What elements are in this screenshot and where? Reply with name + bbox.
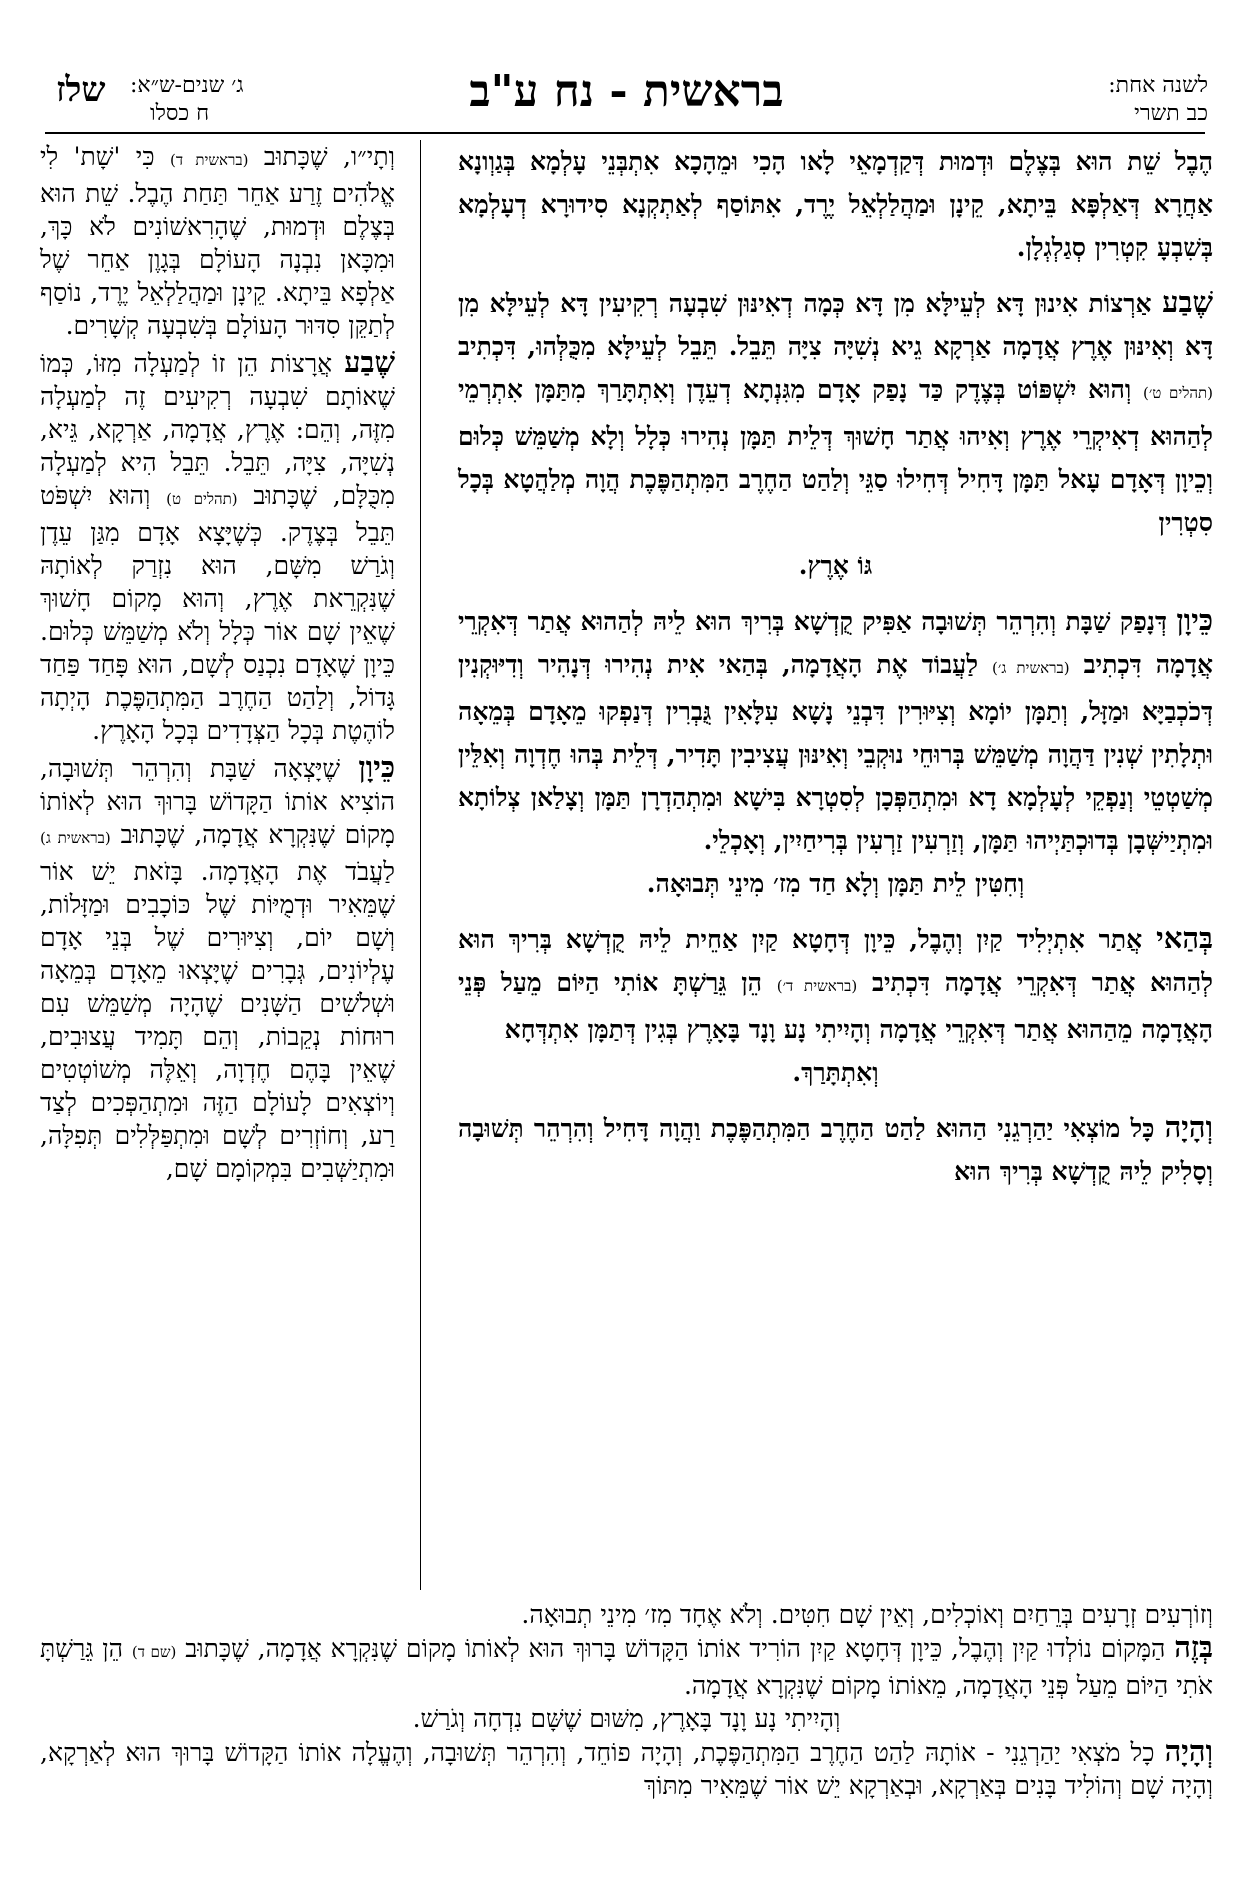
- translation-column: [40, 140, 395, 1189]
- page-title: בראשית - נח ע"ב: [469, 66, 784, 117]
- zohar-paragraph: הֶבֶל שֵׁת הוּא בְּצֶלֶם וּדְמוּת דְּקַדְמָאֵי לָאו הָכִי וּמֵהָכָא אִתְבְּנֵי עָלְמָא בְּגַוְונָא אַחֲרָא דְּאַלְפָּא בֵּיתָא, קֵינָן וּמַהֲלַלְאֵל יֶרֶד, אִתּוֹסַף לְאַתְקְנָא סִידוּרָא דְעָלְמָא בְּשִׁבְעָ קִטְרִין סְגַלְגְלָן.: [458, 147, 1213, 262]
- verse-reference: (שם ד): [131, 1643, 177, 1661]
- paragraph-lead-word: שֶׁבַע: [344, 345, 395, 379]
- header-rule: [45, 132, 1205, 134]
- study-date-three-years: ח כסלו: [150, 101, 210, 126]
- verse-reference: (בראשית ד׳): [776, 977, 858, 995]
- translation-paragraph: וְתָי״ו, שֶׁכָּתוּב (בראשית ד) כִּי 'שָׁת' לִי אֱלֹהִים זֶרַע אַחֵר תַּחַת הֶבֶל. שֵׁת הוּא בְּצֶלֶם וּדְמוּת, שֶׁהָרִאשׁוֹנִים לֹא כָּךְ, וּמִכָּאן נִבְנָה הָעוֹלָם בְּגָוֶן אַחֵר שֶׁל אַלְפָא בֵּיתָא. קֵינָן וּמַהֲלַלְאֵל יֶרֶד, נוֹסַף לְתַקֵּן סִדּוּר הָעוֹלָם בְּשִׁבְעָה קְשָׁרִים.: [40, 142, 395, 340]
- zohar-paragraph: שֶׁבַע אַרְצוֹת אִינוּן דָּא לְעֵילָּא מִן דָּא כְּמָה דְאִינּוּן שִׁבְעָה רְקִיעִין דָּא לְעֵילָּא מִן דָּא וְאִינּוּן אֶרֶץ אֲדָמָה אַרְקָא גֵיא נְשִׁיָּה צִיָּה תֵּבֵל. תֵּבֵל לְעֵילָּא מִכֻּלְּהוּ, דִּכְתִיב (תהלים ט׳) וְהוּא יִשְׁפּוֹט בְּצֶדֶק כַּד נָפַק אָדָם מִגִּנְתָא דְעֵדֶן וְאִתְתָּרַךְ מִתַּמָּן אִתְרְמֵי לְהַהוּא דְאִיקְרֵי אֶרֶץ וְאִיהוּ אֲתַר חָשׁוּךְ דְּלֵית תַּמָּן נְהִירוּ כְּלָל וְלָא מְשַׁמֵּשׁ כְּלוּם וְכֵיוָן דְּאָדָם עָאל תַּמָּן דָּחִיל דְּחִילוּ סַגֵּי וְלַהַט הַחֶרֶב הַמִּתְהַפֶּכֶת הֲוָה מְלַהֲטָא בְּכָל סִטְרִין גּוֹ אֶרֶץ.: [458, 285, 1213, 580]
- verse-reference: (תהלים ט): [166, 490, 238, 508]
- paragraph-lead-word: כֵּיוָן: [358, 750, 395, 784]
- translation-paragraph: וְהָיָה כָל מֹצְאִי יַהַרְגֵנִי - אוֹתָהּ לַהַט הַחֶרֶב הַמִּתְהַפֶּכֶת, וְהָיָה פוֹחֵד, וְהִרְהֵר תְּשׁוּבָה, וְהֶעֱלָה אוֹתוֹ הַקָּדוֹשׁ בָּרוּךְ הוּא לְאַרְקָא, וְהָיָה שָׁם וְהוֹלִיד בָּנִים בְּאַרְקָא, וּבְאַרְקָא יֵשׁ אוֹר שֶׁמֵּאִיר מִתּוֹךְ: [40, 1734, 1213, 1800]
- study-schedule-three-years: ג׳ שנים-ש״א:: [130, 73, 244, 98]
- paragraph-lead-word: בְּזֶה: [1174, 1630, 1213, 1664]
- translation-line: וְזוֹרְעִים זְרָעִים בְּרֵחַיִם וְאוֹכְלִים, וְאֵין שָׁם חִטִּים. וְלֹא אֶחָד מִז׳ מִינֵי תְבוּאָה.: [521, 1600, 1213, 1629]
- verse-reference: (בראשית ג): [40, 829, 111, 847]
- zohar-column: [458, 140, 1213, 1205]
- paragraph-lead-word: וְהָיָה: [1164, 1734, 1213, 1768]
- study-schedule-one-year: לשנה אחת:: [1108, 73, 1208, 98]
- translation-line: וְהָיִיתִי נָע וָנָד בָּאָרֶץ, מִשּׁוּם שֶׁשָּׁם נִדְחָה וְגֹרַשׁ.: [412, 1704, 841, 1733]
- paragraph-lead-word: וְהָיָה: [1164, 1110, 1213, 1144]
- column-divider: [420, 140, 421, 1590]
- verse-reference: (תהלים ט׳): [1142, 384, 1213, 402]
- zohar-paragraph: כֵּיוָן דְּנָפַק שַׁבָּת וְהִרְהֵר תְּשׁוּבָה אַפִּיק קֻדְשָׁא בְּרִיךְ הוּא לֵיהּ לְהַהוּא אֲתַר דְּאִקְרֵי אֲדָמָה דִּכְתִיב (בראשית ג׳) לַעֲבוֹד אֶת הָאֲדָמָה, בְּהַאי אִית נְהִירוּ דְּנָהִיר וְדִיּוּקְנִין דְּכֹכְבַיָּא וּמַזָּל, וְתַמָּן יוֹמָא וְצִיּוּרִין דִּבְנֵי נָשָׁא עִלָּאִין גֻּבְרִין דְּנַפְקוּ מֵאָדָם בְּמֵאָה וּתְלָתִין שְׁנִין דַּהֲוָה מְשַׁמֵּשׁ בְּרוּחֵי נוּקְבֵי וְאִינּוּן עֲצִיבִין תָּדִיר, דְּלֵית בְּהוּ חֶדְוָה וְאִלֵּין מְשַׁטְטֵי וְנַפְקֵי לְעָלְמָא דָא וּמִתְהַפְּכָן לְסִטְרָא בִּישָׁא וּמִתְהַדְרָן תַּמָּן וְצָלַאן צְלוֹתָא וּמִתְיַישְּׁבָן בְּדוּכְתַּיְיהוּ תַּמָּן, וְזַרְעִין זַרְעִין בְּרִיחַיִין, וְאָכְלֵי. וְחִטִּין לֵית תַּמָּן וְלָא חַד מִז׳ מִינֵי תְּבוּאָה.: [458, 603, 1214, 898]
- paragraph-lead-word: שֶׁבַע: [1162, 285, 1213, 319]
- paragraph-lead-word: בְּהַאי: [1156, 921, 1213, 955]
- bottom-translation: [40, 1598, 1213, 1802]
- paragraph-lead-word: כֵּיוָן: [1176, 603, 1213, 637]
- zohar-paragraph: וְהָיָה כָּל מוֹצְאִי יַהַרְגֵנִי הַהוּא לַהַט הַחֶרֶב הַמִּתְהַפֶּכֶת וַהֲוָה דָּחִיל וְהִרְהֵר תְּשׁוּבָה וְסָלִיק לֵיהּ קֻדְשָׁא בְּרִיךְ הוּא: [458, 1110, 1213, 1186]
- translation-paragraph: כֵּיוָן שֶׁיָּצְאָה שַׁבָּת וְהִרְהֵר תְּשׁוּבָה, הוֹצִיא אוֹתוֹ הַקָּדוֹשׁ בָּרוּךְ הוּא לְאוֹתוֹ מָקוֹם שֶׁנִּקְרָא אֲדָמָה, שֶׁכָּתוּב (בראשית ג) לַעֲבֹד אֶת הָאֲדָמָה. בָּזֹאת יֵשׁ אוֹר שֶׁמֵּאִיר וּדְמֻיּוֹת שֶׁל כּוֹכָבִים וּמַזָּלוֹת, וְשָׁם יוֹם, וְצִיּוּרִים שֶׁל בְּנֵי אָדָם עֶלְיוֹנִים, גְּבָרִים שֶׁיָּצְאוּ מֵאָדָם בְּמֵאָה וּשְׁלֹשִׁים הַשָּׁנִים שֶׁהָיָה מְשַׁמֵּשׁ עִם רוּחוֹת נְקֵבוֹת, וְהֵם תָּמִיד עֲצוּבִים, שֶׁאֵין בָּהֶם חֶדְוָה, וְאֵלֶּה מְשׁוֹטְטִים וְיוֹצְאִים לָעוֹלָם הַזֶּה וּמִתְהַפְּכִים לְצַד רַע, וְחוֹזְרִים לְשָׁם וּמִתְפַּלְּלִים תְּפִלָּה, וּמִתְיַשְּׁבִים בִּמְקוֹמָם שָׁם,: [40, 750, 395, 1183]
- study-date-one-year: כב תשרי: [1134, 101, 1208, 126]
- translation-paragraph: בְּזֶה הַמָּקוֹם נוֹלְדוּ קַיִן וְהֶבֶל, כֵּיוָן דְּחָטָא קַיִן הוֹרִיד אוֹתוֹ הַקָּדוֹשׁ בָּרוּךְ הוּא לְאוֹתוֹ מָקוֹם שֶׁנִּקְרָא אֲדָמָה, שֶׁכָּתוּב (שם ד) הֵן גֵּרַשְׁתָּ אֹתִי הַיּוֹם מֵעַל פְּנֵי הָאֲדָמָה, מֵאוֹתוֹ מָקוֹם שֶׁנִּקְרָא אֲדָמָה.: [40, 1630, 1213, 1700]
- verse-reference: (בראשית ג׳): [992, 659, 1070, 677]
- verse-reference: (בראשית ד): [170, 151, 249, 169]
- zohar-paragraph: בְּהַאי אֲתַר אִתְיְלִיד קַיִן וְהֶבֶל, כֵּיוָן דְּחָטָא קַיִן אַחֵית לֵיהּ קֻדְשָׁא בְּרִיךְ הוּא לְהַהוּא אֲתַר דְּאִקְרֵי אֲדָמָה דִּכְתִיב (בראשית ד׳) הֵן גֵּרַשְׁתָּ אוֹתִי הַיּוֹם מֵעַל פְּנֵי הָאֲדָמָה מֵהַהוּא אֲתַר דְּאִקְרֵי אֲדָמָה וְהָיִיתִי נָע וָנָד בָּאָרֶץ בְּגִין דְּתַמָּן אִתְדְּחָא וְאִתְתָּרַךְ.: [458, 921, 1213, 1087]
- page-number: שלז: [56, 70, 106, 110]
- translation-paragraph: שֶׁבַע אֲרָצוֹת הֵן זוֹ לְמַעְלָה מִזּוֹ, כְּמוֹ שֶׁאוֹתָם שִׁבְעָה רְקִיעִים זֶה לְמַעְלָה מִזֶּה, וְהֵם: אֶרֶץ, אֲדָמָה, אַרְקָא, גֵּיא, נְשִׁיָּה, צִיָּה, תֵּבֵל. תֵּבֵל הִיא לְמַעְלָה מִכֻּלָּם, שֶׁכָּתוּב (תהלים ט) וְהוּא יִשְׁפֹּט תֵּבֵל בְּצֶדֶק. כְּשֶׁיָּצָא אָדָם מִגַּן עֵדֶן וְגֹרַשׁ מִשָּׁם, הוּא נִזְרַק לְאוֹתָהּ שֶׁנִּקְרֵאת אֶרֶץ, וְהוּא מָקוֹם חָשׁוּךְ שֶׁאֵין שָׁם אוֹר כְּלָל וְלֹא מְשַׁמֵּשׁ כְּלוּם. כֵּיוָן שֶׁאָדָם נִכְנַס לְשָׁם, הוּא פָּחַד פַּחַד גָּדוֹל, וְלַהַט הַחֶרֶב הַמִּתְהַפֶּכֶת הָיְתָה לוֹהֶטֶת בְּכָל הַצְּדָדִים בְּכָל הָאָרֶץ.: [40, 345, 395, 745]
